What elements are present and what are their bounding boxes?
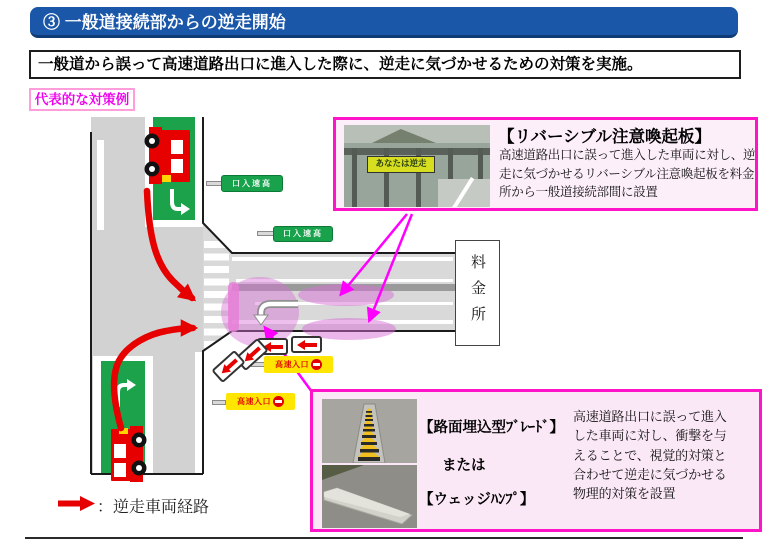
no-entry-sign — [264, 356, 333, 373]
sign-pole — [206, 181, 222, 186]
photo-embedded-plate — [322, 399, 417, 463]
wrong-way-banner: あなたは逆走 — [367, 156, 435, 173]
highway-entrance-sign: 口入速高 — [221, 175, 283, 192]
photo-reversible-board — [344, 125, 490, 207]
callout-body: 高速道路出口に誤って進入した車両に対し、衝撃を与えることで、視覚的対策と合わせて逆走に気づかせる物理的対策を設置 — [573, 409, 727, 502]
no-entry-icon — [311, 359, 322, 370]
sign-pole — [212, 400, 226, 405]
truck-top — [145, 127, 191, 184]
truck-bottom — [111, 426, 147, 482]
label-or: または — [442, 458, 486, 474]
intro-text: 一般道から誤って高速道路出口に進入した際に、逆走に気づかせるための対策を実施。 — [38, 56, 643, 73]
callout-title: 【リバーシブル注意喚起板】 — [498, 128, 712, 146]
page-title: ③ 一般道接続部からの逆走開始 — [43, 13, 286, 32]
label-embedded-plate: 【路面埋込型ﾌﾞﾚｰﾄﾞ】 — [419, 420, 564, 436]
callout-physical-measures — [310, 389, 762, 532]
intro-box — [29, 50, 741, 79]
label-wedge-hump: 【ウェッジﾊﾝﾌﾟ】 — [419, 492, 535, 508]
no-entry-sign-label: 高速入口 — [237, 397, 271, 406]
header-bar — [30, 7, 738, 38]
no-entry-sign-label: 高速入口 — [275, 360, 309, 369]
callout-body: 高速道路出口に誤って進入した車両に対し、逆走に気づかせるリバーシブル注意喚起板を料金所から一般道接続部間に設置 — [499, 148, 756, 200]
toll-booth — [455, 240, 500, 346]
callout-reversible-board — [333, 117, 758, 211]
examples-tag: 代表的な対策例 — [29, 88, 135, 111]
legend-arrow-icon — [58, 496, 96, 511]
left-arrow-icon — [297, 340, 317, 350]
sign-pole — [257, 231, 274, 236]
reversible-board-marker — [228, 282, 239, 332]
legend-text: ：逆走車両経路 — [97, 499, 210, 516]
toll-booth-label: 料金所 — [469, 254, 486, 332]
highway-entrance-sign: 口入速高 — [273, 226, 333, 242]
photo-wedge-hump — [322, 465, 417, 528]
no-entry-icon — [273, 396, 284, 407]
direction-arrow-sign — [291, 336, 322, 353]
no-entry-sign — [226, 393, 295, 410]
bottom-rule — [25, 537, 743, 539]
crosswalk — [204, 241, 229, 348]
